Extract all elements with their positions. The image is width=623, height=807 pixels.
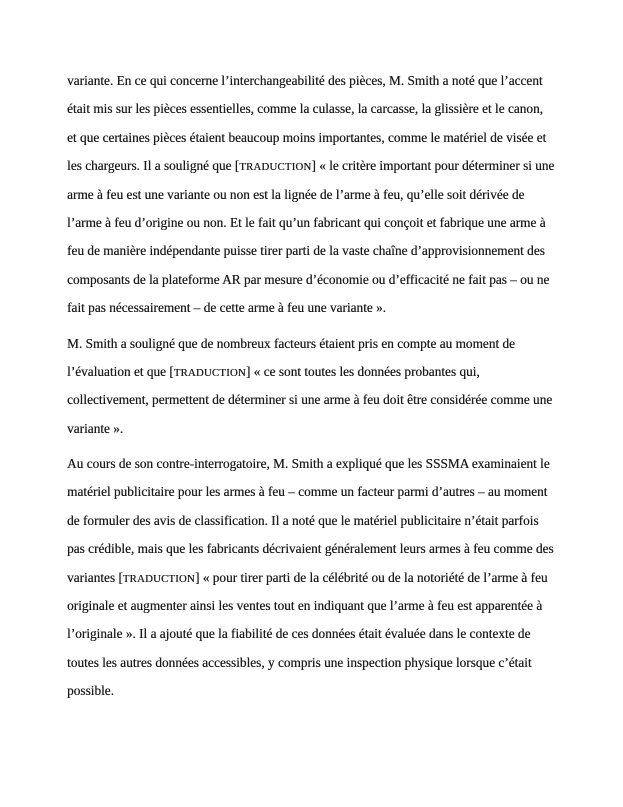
paragraph (67, 450, 577, 706)
traduction-smallcaps: TRADUCTION (122, 572, 195, 585)
text-line: Au cours de son contre-interrogatoire, M. Smith a expliqué que les SSSMA examinaient le (67, 456, 550, 472)
text-line: pas crédible, mais que les fabricants décrivaient généralement leurs armes à feu comme des (67, 541, 554, 557)
paragraph (67, 67, 577, 323)
text-line: variantes [TRADUCTION] « pour tirer parti de la célébrité ou de la notoriété de l’arme à feu (67, 569, 548, 585)
text-line: et que certaines pièces étaient beaucoup moins importantes, comme le matériel de visée et (67, 129, 547, 145)
text-line: l’arme à feu d’origine ou non. Et le fait qu’un fabricant qui conçoit et fabrique une arme à (67, 214, 546, 230)
text-line: possible. (67, 683, 114, 699)
text-line: composants de la plateforme AR par mesure d’économie ou d’efficacité ne fait pas – ou ne (67, 271, 550, 287)
text-line: de formuler des avis de classification. Il a noté que le matériel publicitaire n’était parfois (67, 512, 539, 528)
text-line: l’originale ». Il a ajouté que la fiabilité de ces données était évaluée dans le contexte de (67, 626, 531, 642)
text-line: feu de manière indépendante puisse tirer parti de la vaste chaîne d’approvisionnement des (67, 243, 545, 259)
text-line: arme à feu est une variante ou non est la lignée de l’arme à feu, qu’elle soit dérivée de (67, 186, 525, 202)
text-line: était mis sur les pièces essentielles, comme la culasse, la carcasse, la glissière et le canon, (67, 101, 543, 117)
traduction-smallcaps: TRADUCTION (173, 366, 246, 379)
text-line: toutes les autres données accessibles, y compris une inspection physique lorsque c’était (67, 654, 532, 670)
text-line: les chargeurs. Il a souligné que [TRADUCTION] « le critère important pour déterminer si une (67, 158, 555, 174)
traduction-smallcaps: TRADUCTION (239, 161, 312, 174)
paragraph (67, 330, 577, 444)
text-line: originale et augmenter ainsi les ventes tout en indiquant que l’arme à feu est apparentée à (67, 598, 543, 614)
document-body (67, 67, 577, 713)
text-line: matériel publicitaire pour les armes à feu – comme un facteur parmi d’autres – au moment (67, 484, 548, 500)
text-line: variante ». (67, 420, 124, 436)
text-line: M. Smith a souligné que de nombreux facteurs étaient pris en compte au moment de (67, 335, 515, 351)
text-line: collectivement, permettent de déterminer si une arme à feu doit être considérée comme une (67, 392, 553, 408)
text-line: l’évaluation et que [TRADUCTION] « ce sont toutes les données probantes qui, (67, 363, 480, 379)
text-line: variante. En ce qui concerne l’interchangeabilité des pièces, M. Smith a noté que l’accent (67, 73, 543, 88)
text-line: fait pas nécessairement – de cette arme à feu une variante ». (67, 300, 386, 316)
